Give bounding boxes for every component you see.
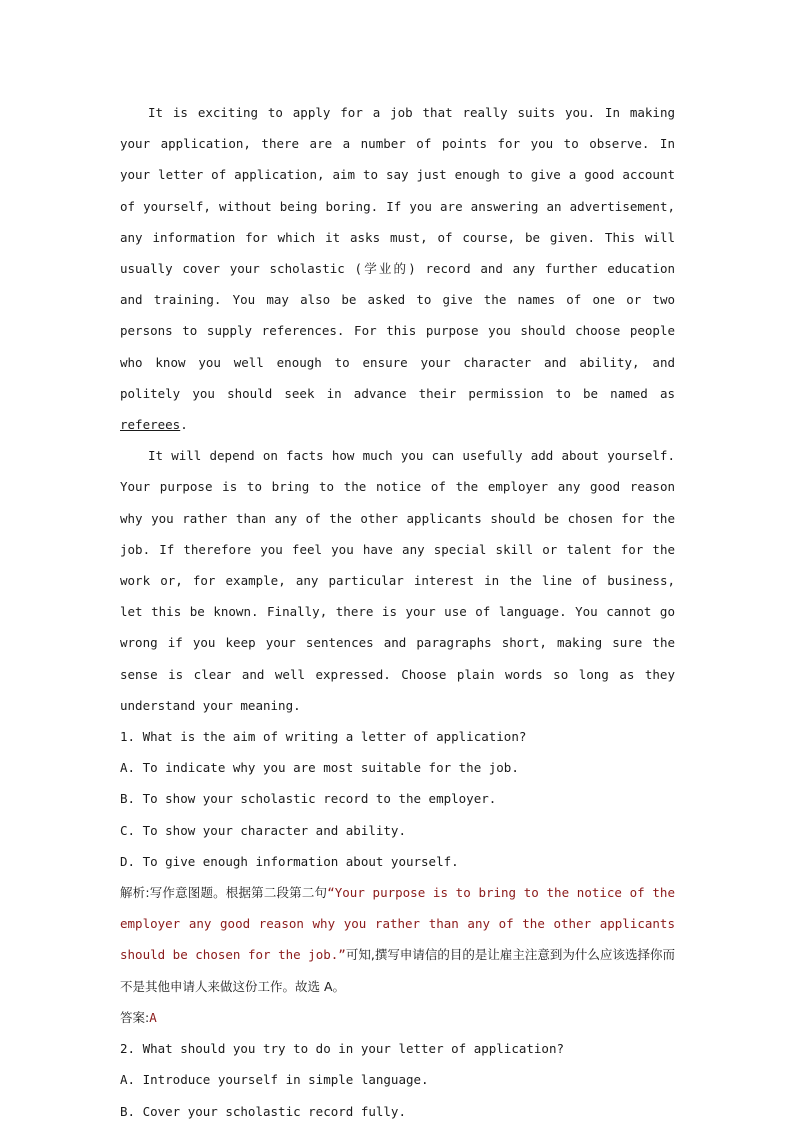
passage-paragraph-1 <box>120 97 675 440</box>
question-1-answer <box>120 1002 675 1033</box>
document-content <box>120 97 675 1127</box>
question-1-stem: 1. What is the aim of writing a letter of application? <box>120 729 527 745</box>
underlined-word-referees: referees <box>120 417 181 433</box>
question-1-option-c: C. To show your character and ability. <box>120 822 406 838</box>
question-2-stem: 2. What should you try to do in your letter of application? <box>120 1041 565 1057</box>
question-1-option-b: B. To show your scholastic record to the employer. <box>120 791 497 807</box>
analysis-label: 解析:写作意图题。根据第二段第二句 <box>120 885 328 901</box>
question-1-option-a: A. To indicate why you are most suitable for the job. <box>120 760 519 776</box>
p1-end: . <box>180 417 188 433</box>
question-2-option-b: B. Cover your scholastic record fully. <box>120 1103 406 1119</box>
question-1-option-d: D. To give enough information about yourself. <box>120 853 459 869</box>
p1-text: It is exciting to apply for a job that really suits you. In making your application, there are a number of points for you to observe. In your letter of application, aim to say just enough to give a good account of yourself, without being boring. If you are answering an advertisement, any information for which it asks must, of course, be given. This will usually cover your scholastic (学业的) record and any further education and training. You may also be asked to give the names of one or two persons to supply references. For this purpose you should choose people who know you well enough to ensure your character and ability, and politely you should seek in advance their permission to be named as <box>120 105 675 401</box>
question-1-analysis <box>120 877 675 1002</box>
analysis-tail: 可知,撰写申请信的目的是让雇主注意到为什么应该选择你而不是其他申请人来做这份工作。故选 A。 <box>120 947 675 994</box>
analysis-quote: “Your purpose is to bring to the notice of the employer any good reason why you rather than any of the other applicants should be chosen for the job.” <box>120 885 675 963</box>
question-2-option-a: A. Introduce yourself in simple language. <box>120 1072 429 1088</box>
passage-paragraph-2: It will depend on facts how much you can usefully add about yourself. Your purpose is to bring to the notice of the employer any good reason why you rather than any of the other applicants should be chosen for the job. If therefore you feel you have any special skill or talent for the work or, for example, any particular interest in the line of business, let this be known. Finally, there is your use of language. You cannot go wrong if you keep your sentences and paragraphs short, making sure the sense is clear and well expressed. Choose plain words so long as they understand your meaning. <box>120 448 675 713</box>
answer-value: A <box>149 1009 157 1025</box>
answer-label: 答案: <box>120 1009 150 1025</box>
